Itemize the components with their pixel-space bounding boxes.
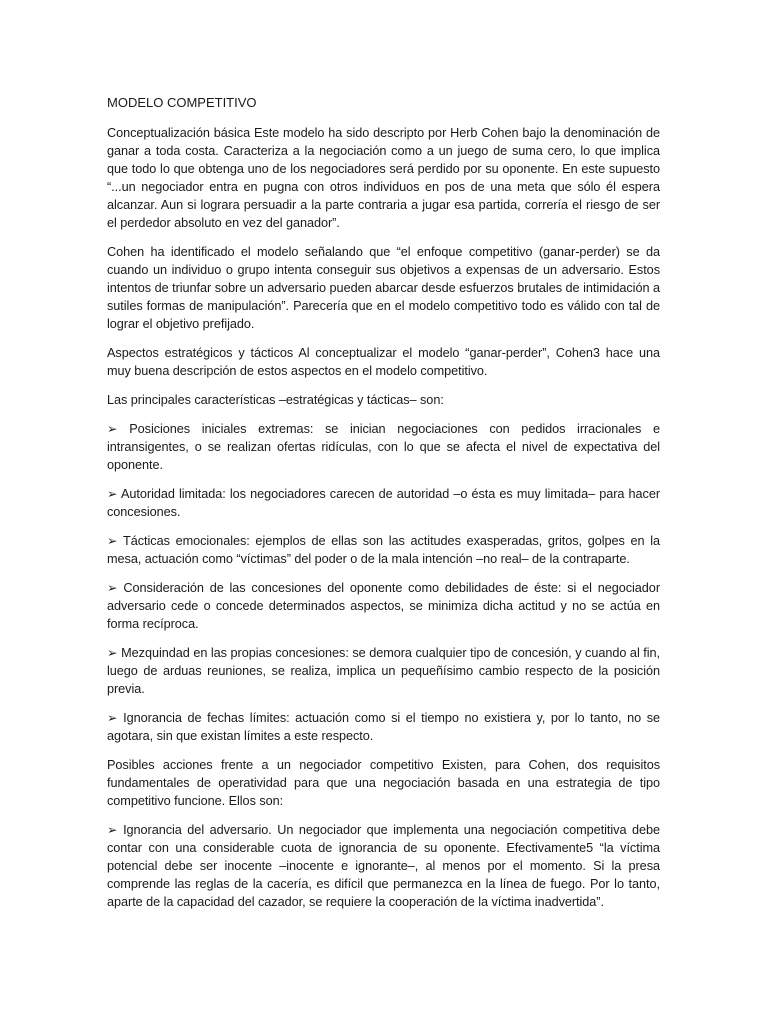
bullet-ignorancia-adversario: ➢ Ignorancia del adversario. Un negociador que implementa una negociación competitiva debe contar con una considerable cuota de ignorancia de su oponente. Efectivamente5 “la víctima potencial debe ser inocente –inocente e ignorante–, al menos por el momento. Si la presa comprende las reglas de la cacería, es difícil que permanezca en la línea de fuego. Por lo tanto, aparte de la capacidad del cazador, se requiere la cooperación de la víctima inadvertida”. [107,823,660,909]
document-title: MODELO COMPETITIVO [107,95,257,110]
paragraph-posibles-acciones: Posibles acciones frente a un negociador competitivo Existen, para Cohen, dos requisitos fundamentales de operatividad para que una negociación basada en una estrategia de tipo competitivo funcione. Ellos son: [107,758,660,808]
paragraph-principales-caracteristicas: Las principales características –estratégicas y tácticas– son: [107,393,444,407]
bullet-ignorancia-fechas: ➢ Ignorancia de fechas límites: actuación como si el tiempo no existiera y, por lo tanto, no se agotara, sin que existan límites a este respecto. [107,711,660,743]
bullet-tacticas-emocionales: ➢ Tácticas emocionales: ejemplos de ellas son las actitudes exasperadas, gritos, golpes en la mesa, actuación como “víctimas” del poder o de la mala intención –no real– de la contraparte. [107,534,660,566]
paragraph-conceptualizacion: Conceptualización básica Este modelo ha sido descripto por Herb Cohen bajo la denominación de ganar a toda costa. Caracteriza a la negociación como a un juego de suma cero, lo que implica que todo lo que obtenga uno de los negociadores será perdido por su oponente. En este supuesto “...un negociador entra en pugna con otros individuos en pos de una meta que sólo él espera alcanzar. Aun si lograra persuadir a la parte contraria a jugar esa partida, correría el riesgo de ser el perdedor absoluto en vez del ganador”. [107,126,660,230]
bullet-posiciones-iniciales: ➢ Posiciones iniciales extremas: se inician negociaciones con pedidos irracionales e intransigentes, o se realizan ofertas ridículas, con lo que se afecta el nivel de expectativa del oponente. [107,422,660,472]
bullet-mezquindad: ➢ Mezquindad en las propias concesiones: se demora cualquier tipo de concesión, y cuando al fin, luego de arduas reuniones, se realiza, implica un pequeñísimo cambio respecto de la posición previa. [107,646,660,696]
paragraph-cohen-identificado: Cohen ha identificado el modelo señalando que “el enfoque competitivo (ganar-perder) se da cuando un individuo o grupo intenta conseguir sus objetivos a expensas de un adversario. Estos intentos de triunfar sobre un adversario pueden abarcar desde esfuerzos brutales de intimidación a sutiles formas de manipulación”. Parecería que en el modelo competitivo todo es válido con tal de lograr el objetivo prefijado. [107,245,660,331]
paragraph-aspectos-estrategicos: Aspectos estratégicos y tácticos Al conceptualizar el modelo “ganar-perder”, Cohen3 hace una muy buena descripción de estos aspectos en el modelo competitivo. [107,346,660,378]
bullet-consideracion-concesiones: ➢ Consideración de las concesiones del oponente como debilidades de éste: si el negociador adversario cede o concede determinados aspectos, se minimiza dicha actitud y no se actúa en forma recíproca. [107,581,660,631]
bullet-autoridad-limitada: ➢ Autoridad limitada: los negociadores carecen de autoridad –o ésta es muy limitada– para hacer concesiones. [107,487,660,519]
document-page [107,94,660,922]
